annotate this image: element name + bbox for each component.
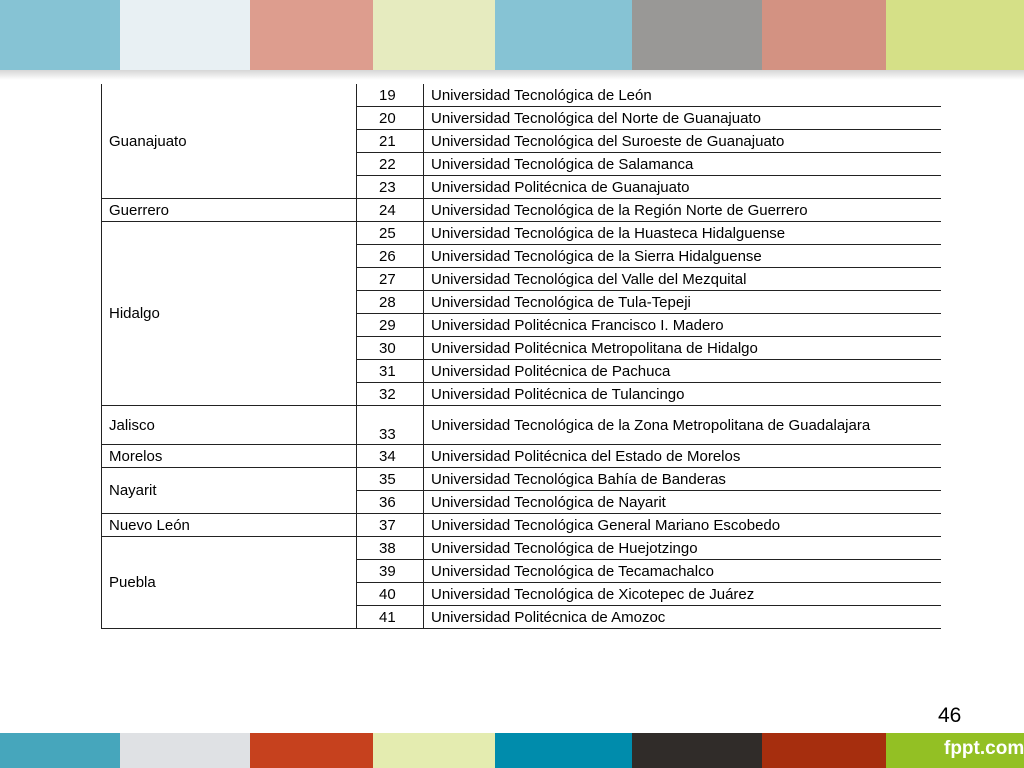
number-cell: 41 [357,606,424,629]
number-cell: 35 [357,468,424,491]
state-cell: Guanajuato [102,84,357,199]
bottom-band-segment [762,733,886,768]
top-band-segment [120,0,250,70]
state-cell: Guerrero [102,199,357,222]
university-name-cell: Universidad Tecnológica General Mariano Escobedo [424,514,941,537]
number-cell: 36 [357,491,424,514]
number-cell: 39 [357,560,424,583]
university-name-cell: Universidad Politécnica de Tulancingo [424,383,941,406]
header-shadow [0,70,1024,80]
number-cell: 38 [357,537,424,560]
bottom-band-segment [632,733,762,768]
number-cell: 21 [357,130,424,153]
top-band-segment [762,0,886,70]
university-name-cell: Universidad Tecnológica de Huejotzingo [424,537,941,560]
universities-table [101,84,941,629]
number-cell: 33 [357,406,424,445]
university-name-cell: Universidad Tecnológica de Nayarit [424,491,941,514]
number-cell: 29 [357,314,424,337]
table-row [102,199,941,222]
state-cell: Nuevo León [102,514,357,537]
bottom-band-segment [495,733,632,768]
university-name-cell: Universidad Politécnica Metropolitana de Hidalgo [424,337,941,360]
university-name-cell: Universidad Politécnica Francisco I. Madero [424,314,941,337]
universities-table-body [102,84,941,629]
university-name-cell: Universidad Tecnológica Bahía de Banderas [424,468,941,491]
top-band-segment [886,0,1024,70]
university-name-cell: Universidad Tecnológica de Salamanca [424,153,941,176]
number-cell: 25 [357,222,424,245]
bottom-band-segment [250,733,373,768]
state-cell: Nayarit [102,468,357,514]
number-cell: 23 [357,176,424,199]
state-cell: Hidalgo [102,222,357,406]
university-name-cell: Universidad Tecnológica de León [424,84,941,107]
table-row [102,445,941,468]
university-name-cell: Universidad Politécnica del Estado de Morelos [424,445,941,468]
number-cell: 32 [357,383,424,406]
number-cell: 28 [357,291,424,314]
top-band-segment [373,0,495,70]
top-band-segment [632,0,762,70]
university-name-cell: Universidad Tecnológica de Tecamachalco [424,560,941,583]
bottom-band-segment [120,733,250,768]
table-row [102,84,941,107]
table-row [102,537,941,560]
bottom-band-segment [373,733,495,768]
top-band-segment [250,0,373,70]
bottom-color-band [0,733,1024,768]
university-name-cell: Universidad Politécnica de Amozoc [424,606,941,629]
number-cell: 22 [357,153,424,176]
top-band-segment [0,0,120,70]
number-cell: 26 [357,245,424,268]
table-row [102,514,941,537]
university-name-cell: Universidad Tecnológica de la Huasteca Hidalguense [424,222,941,245]
state-cell: Jalisco [102,406,357,445]
state-cell: Puebla [102,537,357,629]
number-cell: 30 [357,337,424,360]
university-name-cell: Universidad Tecnológica de la Zona Metropolitana de Guadalajara [424,406,941,445]
university-name-cell: Universidad Politécnica de Pachuca [424,360,941,383]
number-cell: 27 [357,268,424,291]
number-cell: 37 [357,514,424,537]
number-cell: 24 [357,199,424,222]
number-cell: 20 [357,107,424,130]
table-row [102,468,941,491]
brand-logo-text: fppt.com [944,738,1024,759]
university-name-cell: Universidad Tecnológica de Tula-Tepeji [424,291,941,314]
university-name-cell: Universidad Politécnica de Guanajuato [424,176,941,199]
top-band-segment [495,0,632,70]
number-cell: 40 [357,583,424,606]
university-name-cell: Universidad Tecnológica del Norte de Guanajuato [424,107,941,130]
state-cell: Morelos [102,445,357,468]
university-name-cell: Universidad Tecnológica de la Región Norte de Guerrero [424,199,941,222]
page-number: 46 [938,704,962,727]
university-name-cell: Universidad Tecnológica del Valle del Mezquital [424,268,941,291]
university-name-cell: Universidad Tecnológica del Suroeste de Guanajuato [424,130,941,153]
number-cell: 34 [357,445,424,468]
table-row [102,406,941,445]
bottom-band-segment [0,733,120,768]
table-row [102,222,941,245]
university-name-cell: Universidad Tecnológica de la Sierra Hidalguense [424,245,941,268]
number-cell: 31 [357,360,424,383]
number-cell: 19 [357,84,424,107]
university-name-cell: Universidad Tecnológica de Xicotepec de Juárez [424,583,941,606]
top-color-band [0,0,1024,70]
